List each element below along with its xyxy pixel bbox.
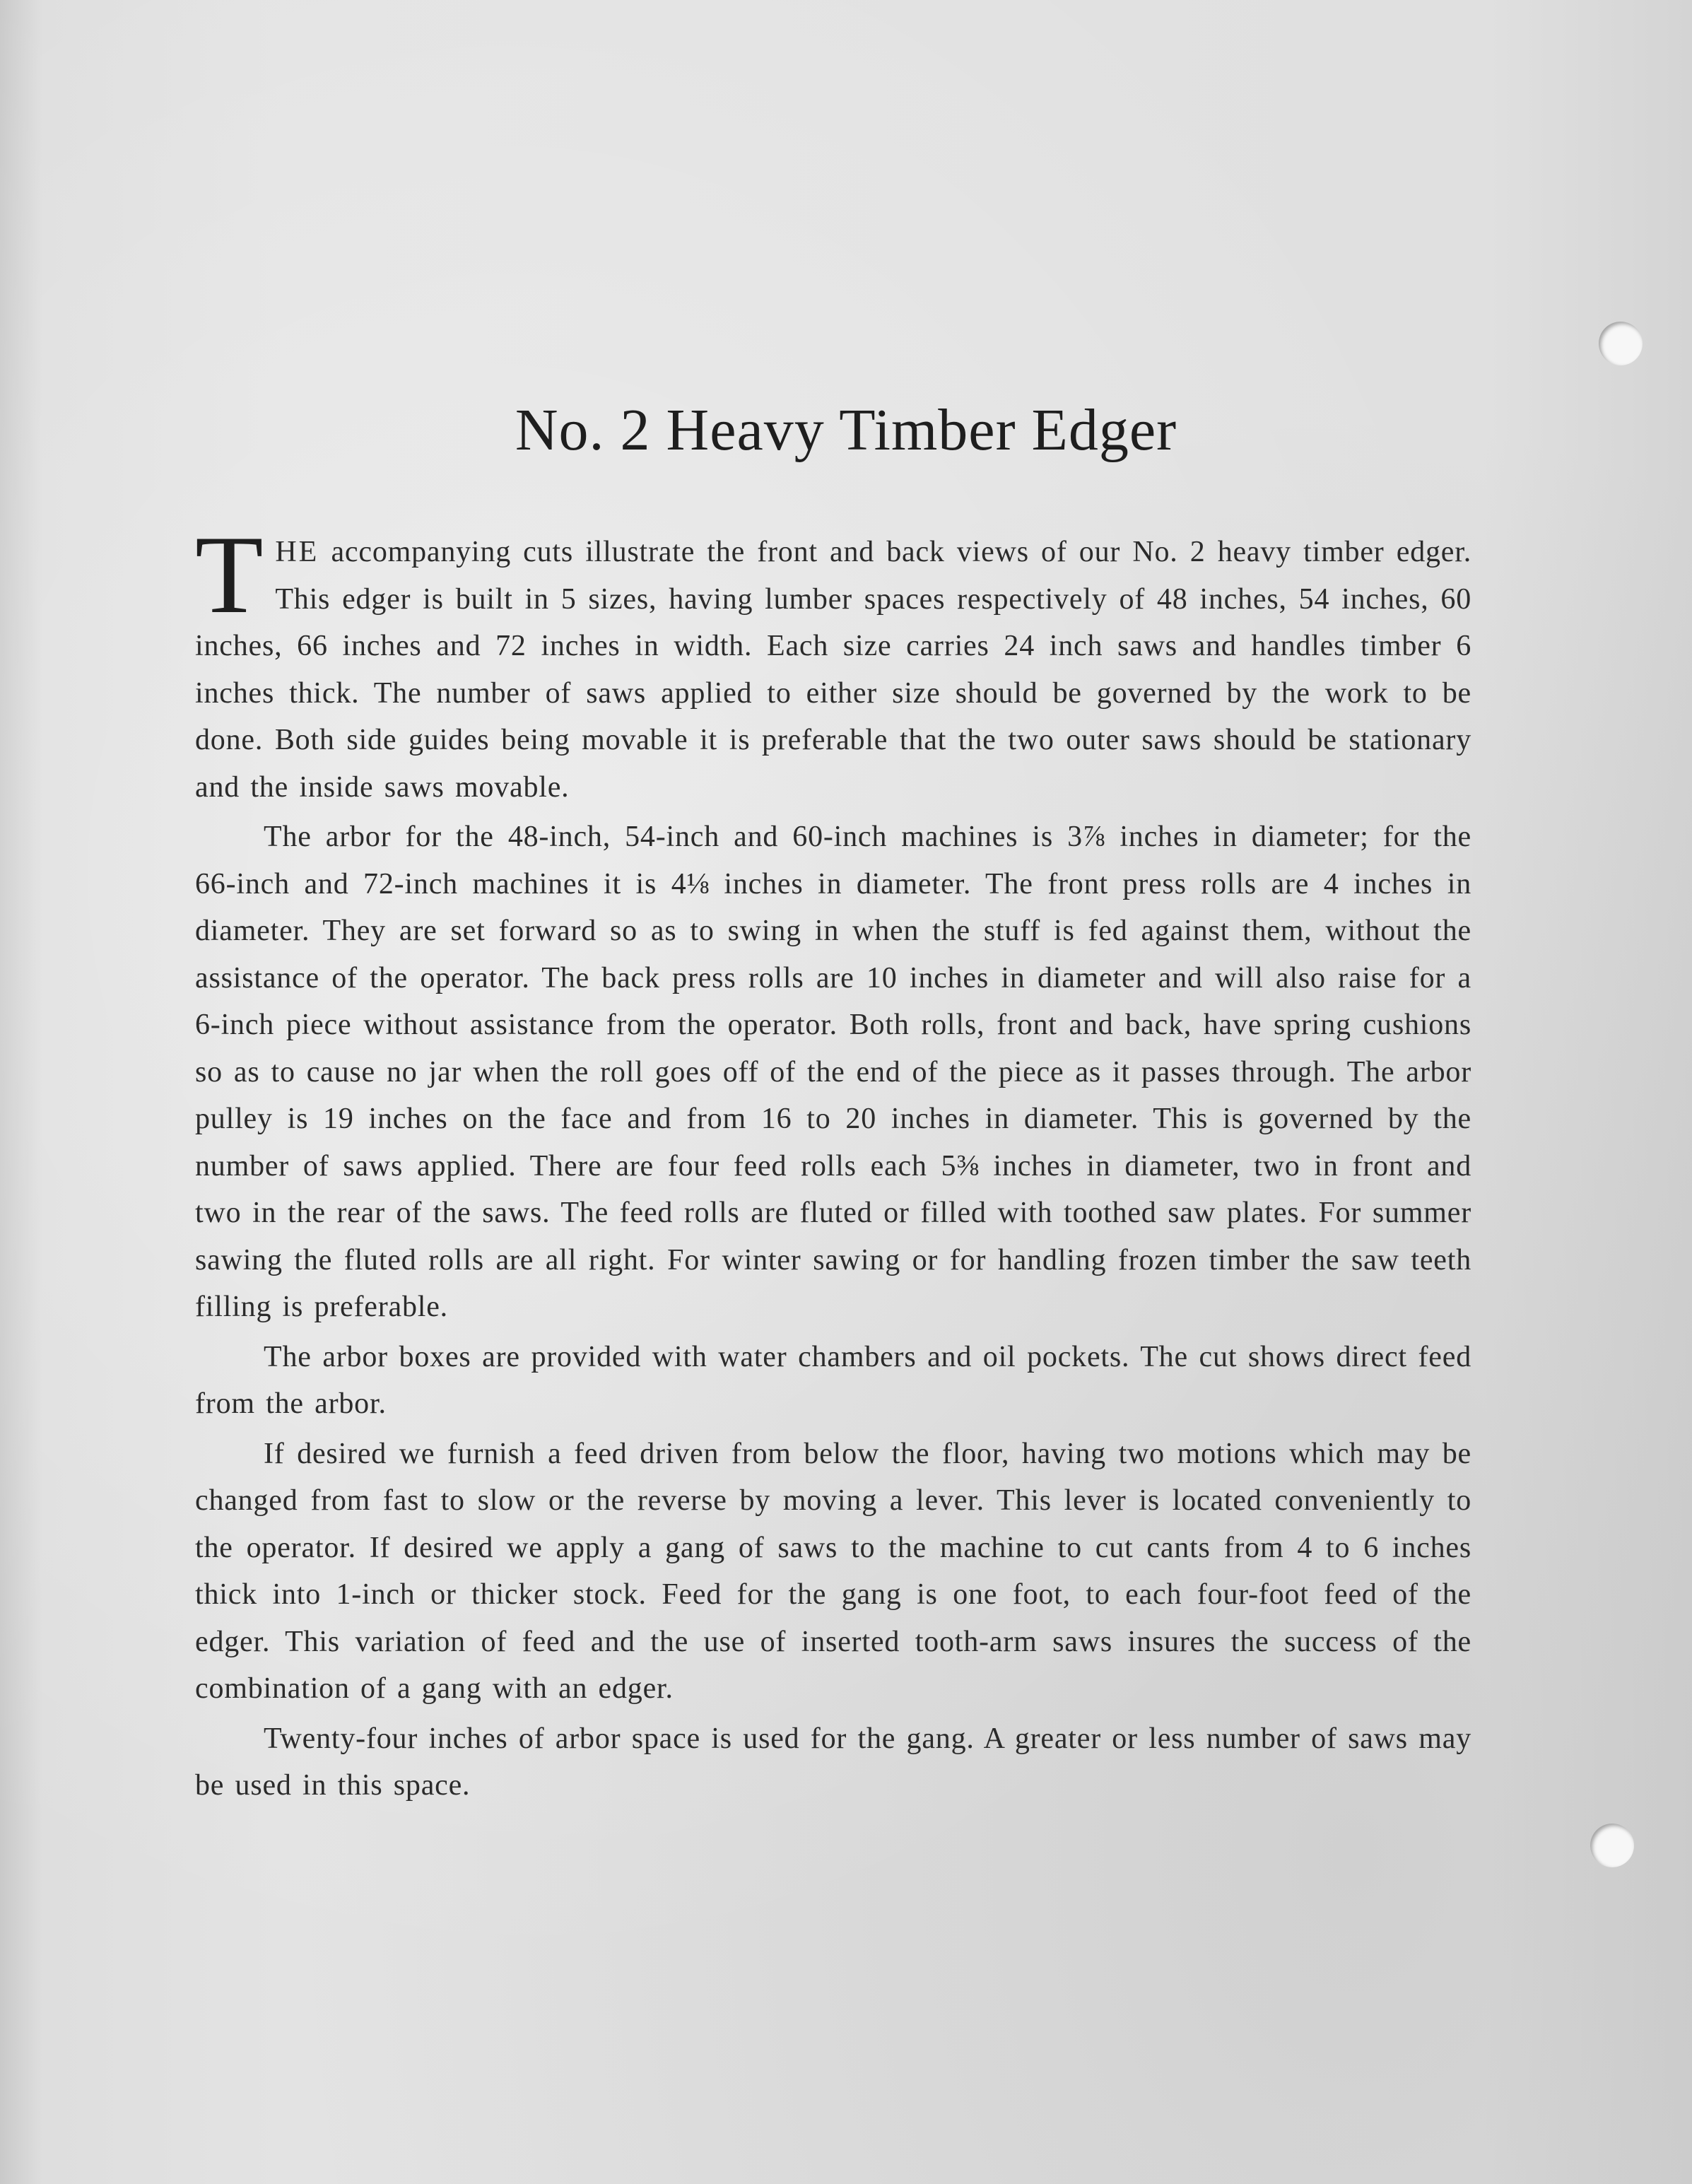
paragraph-4: If desired we furnish a feed driven from below the floor, having two motions which may be changed from fast to slow or the reverse by moving a lever. This lever is located conveniently to the operator. If desired we apply a gang of saws to the machine to cut cants from 4 to 6 inches thick into 1-inch or thicker stock. Feed for the gang is one foot, to each four-foot feed of the edger. This variation of feed and the use of inserted tooth-arm saws insures the success of the combination of a gang with an edger. (195, 1437, 1471, 1705)
drop-cap: T (195, 513, 264, 637)
punch-hole-top (1599, 322, 1643, 365)
paragraph-1-text: accompanying cuts illustrate the front and back views of our No. 2 heavy timber edger. This edger is built in 5 sizes, having lumber spaces respectively of 48 inches, 54 inches, 60 inches, 66 inches and 72 inches in width. Each size carries 24 inch saws and handles timber 6 inches thick. The number of saws applied to either size should be governed by the work to be done. Both side guides being movable it is preferable that the two outer saws should be stationary and the inside saws movable. (195, 536, 1471, 804)
body-text (195, 513, 1471, 1812)
page-title: No. 2 Heavy Timber Edger (515, 397, 1177, 463)
paragraph-3: The arbor boxes are provided with water chambers and oil pockets. The cut shows direct feed from the arbor. (195, 1340, 1471, 1420)
paragraph-5: Twenty-four inches of arbor space is used for the gang. A greater or less number of saws may be used in this space. (195, 1722, 1471, 1802)
paragraph-1 (195, 513, 1471, 811)
punch-hole-bottom (1590, 1824, 1634, 1867)
paragraph-2: The arbor for the 48-inch, 54-inch and 60-inch machines is 3⅞ inches in diameter; for the 66-inch and 72-inch machines it is 4⅛ inches in diameter. The front press rolls are 4 inches in diameter. They are set forward so as to swing in when the stuff is fed against them, without the assistance of the operator. The back press rolls are 10 inches in diameter and will also raise for a 6-inch piece without assistance from the operator. Both rolls, front and back, have spring cushions so as to cause no jar when the roll goes off of the end of the piece as it passes through. The arbor pulley is 19 inches on the face and from 16 to 20 inches in diameter. This is governed by the number of saws applied. There are four feed rolls each 5⅜ inches in diameter, two in front and two in the rear of the saws. The feed rolls are fluted or filled with toothed saw plates. For summer sawing the fluted rolls are all right. For winter sawing or for handling frozen timber the saw teeth filling is preferable. (195, 821, 1471, 1323)
first-word-rest: HE (275, 536, 319, 568)
